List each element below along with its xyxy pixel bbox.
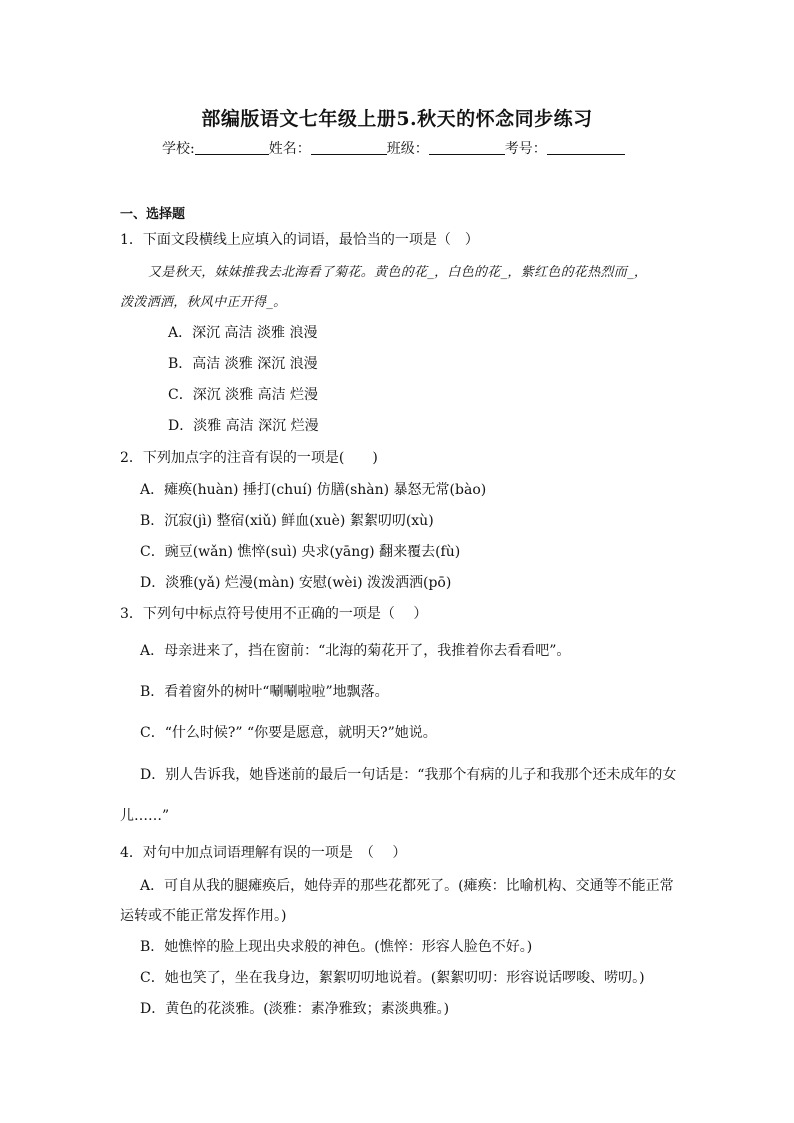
question-4-option-b[interactable]: B．她憔悴的脸上现出央求般的神色。(憔悴：形容人脸色不好。) — [140, 939, 533, 955]
question-1-option-c[interactable]: C．深沉 淡雅 高洁 烂漫 — [168, 387, 319, 403]
question-3-option-d[interactable]: D．别人告诉我，她昏迷前的最后一句话是：“我那个有病的儿子和我那个还未成年的女 — [140, 767, 677, 783]
section-heading: 一、选择题 — [120, 207, 186, 222]
name-label: 姓名： — [268, 141, 311, 157]
question-3-option-d-continued: 儿……” — [120, 808, 170, 824]
question-2-option-b[interactable]: B．沉寂(jì) 整宿(xiǔ) 鲜血(xuè) 絮絮叨叨(xù) — [140, 513, 434, 529]
question-4-option-d[interactable]: D．黄色的花淡雅。(淡雅：素净雅致；素淡典雅。) — [140, 1001, 450, 1017]
question-2-option-a[interactable]: A．瘫痪(huàn) 捶打(chuí) 仿膳(shàn) 暴怒无常(bào) — [140, 482, 487, 498]
question-2-option-c[interactable]: C．豌豆(wǎn) 憔悴(suì) 央求(yāng) 翻来覆去(fù) — [140, 544, 461, 560]
question-1-passage-line-1: 又是秋天，妹妹推我去北海看了菊花。黄色的花_，白色的花_，紫红色的花热烈而_， — [148, 265, 648, 280]
question-3-option-a[interactable]: A．母亲进来了，挡在窗前：“北海的菊花开了，我推着你去看看吧”。 — [140, 643, 571, 659]
question-2-stem: 2．下列加点字的注音有误的一项是( ) — [120, 450, 378, 466]
name-blank[interactable] — [311, 140, 387, 155]
question-2-option-d[interactable]: D．淡雅(yǎ) 烂漫(màn) 安慰(wèi) 泼泼洒洒(pō) — [140, 575, 452, 591]
question-3-option-b[interactable]: B．看着窗外的树叶“唰唰啦啦”地飘落。 — [140, 684, 389, 700]
question-1-passage-line-2: 泼泼洒洒，秋风中正开得_。 — [120, 295, 287, 310]
exam-no-label: 考号： — [504, 141, 547, 157]
question-4-stem: 4．对句中加点词语理解有误的一项是 （ ） — [120, 845, 407, 861]
class-blank[interactable] — [429, 140, 505, 155]
student-info-line — [162, 138, 625, 158]
question-1-stem: 1．下面文段横线上应填入的词语，最恰当的一项是（ ） — [120, 232, 479, 248]
page-title: 部编版语文七年级上册5.秋天的怀念同步练习 — [201, 108, 593, 130]
class-label: 班级： — [386, 141, 429, 157]
question-1-option-d[interactable]: D．淡雅 高洁 深沉 烂漫 — [168, 418, 319, 434]
school-label: 学校: — [162, 141, 195, 157]
exam-no-blank[interactable] — [547, 140, 625, 155]
school-blank[interactable] — [195, 140, 269, 155]
question-3-stem: 3．下列句中标点符号使用不正确的一项是（ ） — [120, 606, 428, 622]
question-1-option-b[interactable]: B．高洁 淡雅 深沉 浪漫 — [168, 356, 318, 372]
question-4-option-a-continued: 运转或不能正常发挥作用。) — [120, 908, 287, 924]
question-4-option-a[interactable]: A．可自从我的腿瘫痪后，她侍弄的那些花都死了。(瘫痪：比喻机构、交通等不能正常 — [140, 878, 674, 894]
question-3-option-c[interactable]: C．“什么时候?” “你要是愿意，就明天?”她说。 — [140, 725, 437, 741]
question-4-option-c[interactable]: C．她也笑了，坐在我身边，絮絮叨叨地说着。(絮絮叨叨：形容说话啰唆、唠叨。) — [140, 970, 645, 986]
question-1-option-a[interactable]: A．深沉 高洁 淡雅 浪漫 — [168, 325, 318, 341]
